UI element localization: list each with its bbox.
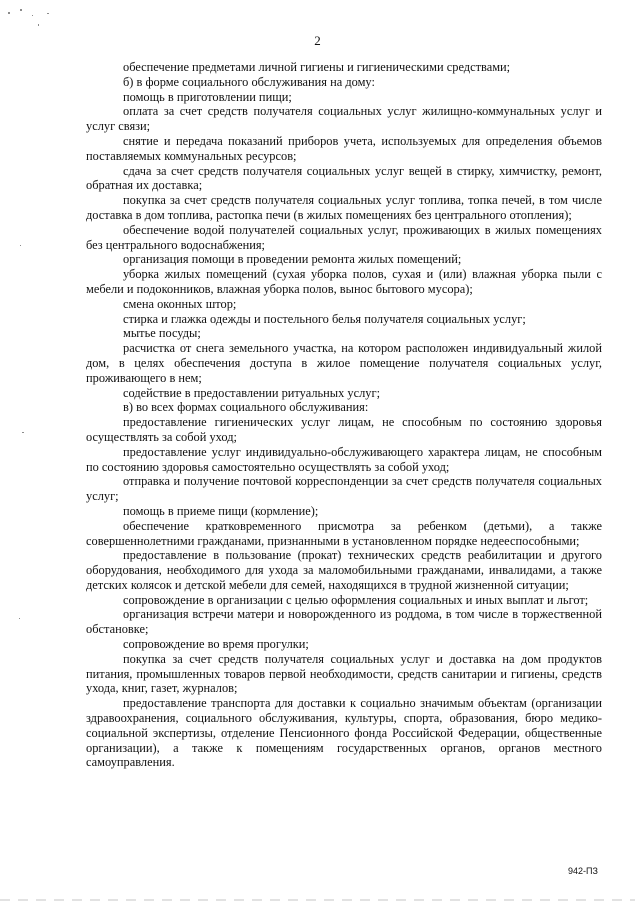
list-item: предоставление транспорта для доставки к социально значимым объектам (организации здравоохранения, социального обслуживания, культуры, спорта, образования, бюро медико-социальной экспертизы, отделение Пенсионного фонда Российской Федерации, общественные организации), а также к помещениям государственных органов, органов местного самоуправления. — [86, 696, 602, 770]
list-item: обеспечение водой получателей социальных услуг, проживающих в жилых помещениях без центрального водоснабжения; — [86, 222, 602, 252]
page-number: 2 — [314, 33, 321, 48]
list-item: предоставление услуг индивидуально-обслуживающего характера лицам, не способным по состоянию здоровья самостоятельно осуществлять за собой уход; — [86, 444, 602, 474]
document-body — [86, 60, 602, 770]
list-item: помощь в приеме пищи (кормление); — [123, 503, 319, 518]
list-item: сопровождение в организации с целью оформления социальных и иных выплат и льгот; — [123, 592, 589, 607]
list-item: сопровождение во время прогулки; — [123, 637, 309, 652]
list-item: смена оконных штор; — [123, 296, 237, 311]
list-item: расчистка от снега земельного участка, на котором расположен индивидуальный жилой дом, в целях обеспечения доступа в жилое помещение получателя социальных услуг, проживающего в нем; — [86, 341, 602, 385]
list-item: отправка и получение почтовой корреспонденции за счет средств получателя социальных услуг; — [86, 474, 602, 504]
scan-speck — [22, 432, 24, 433]
list-item: помощь в приготовлении пищи; — [123, 89, 292, 104]
list-item: организация встречи матери и новорожденного из роддома, в том числе в торжественной обстановке; — [86, 607, 602, 637]
document-code: 942-ПЗ — [568, 866, 598, 876]
scan-edge — [0, 899, 635, 901]
scan-speck — [8, 12, 10, 14]
list-item: предоставление в пользование (прокат) технических средств реабилитации и другого оборудования, необходимого для ухода за маломобильными гражданами, инвалидами, а также детских колясок и детской мебели для семей, находящихся в трудной жизненной ситуации; — [86, 548, 602, 592]
scan-speck — [20, 9, 22, 11]
list-item: стирка и глажка одежды и постельного белья получателя социальных услуг; — [123, 311, 526, 326]
section-heading: б) в форме социального обслуживания на дому: — [123, 74, 375, 89]
list-item: организация помощи в проведении ремонта жилых помещений; — [123, 252, 462, 267]
list-item: содействие в предоставлении ритуальных услуг; — [123, 385, 381, 400]
list-item: покупка за счет средств получателя социальных услуг топлива, топка печей, в том числе доставка в дом топлива, растопка печи (в жилых помещениях без центрального отопления); — [86, 193, 602, 222]
list-item: покупка за счет средств получателя социальных услуг и доставка на дом продуктов питания, промышленных товаров первой необходимости, средств санитарии и гигиены, средств ухода, книг, газет, журналов; — [86, 651, 602, 696]
list-item: обеспечение предметами личной гигиены и гигиеническими средствами; — [123, 60, 511, 74]
list-item: мытье посуды; — [123, 326, 201, 341]
scan-speck — [19, 618, 20, 619]
list-item: обеспечение кратковременного присмотра за ребенком (детьми), а также совершеннолетними гражданами, признанными в установленном порядке недееспособными; — [86, 518, 602, 548]
list-item: сдача за счет средств получателя социальных услуг вещей в стирку, химчистку, ремонт, обратная их доставка; — [86, 163, 602, 193]
scan-speck — [32, 15, 33, 16]
section-heading: в) во всех формах социального обслуживания: — [123, 400, 369, 415]
list-item: снятие и передача показаний приборов учета, используемых для определения объемов поставляемых коммунальных ресурсов; — [86, 133, 602, 163]
list-item: уборка жилых помещений (сухая уборка полов, сухая и (или) влажная уборка пыли с мебели и подоконников, влажная уборка полов, вынос бытового мусора); — [86, 267, 602, 296]
scan-speck — [47, 13, 49, 14]
list-item: предоставление гигиенических услуг лицам, не способным по состоянию здоровья осуществлять за собой уход; — [86, 415, 602, 444]
list-item: оплата за счет средств получателя социальных услуг жилищно-коммунальных услуг и услуг связи; — [86, 104, 602, 134]
scan-speck — [20, 245, 21, 246]
scan-speck — [38, 24, 39, 26]
